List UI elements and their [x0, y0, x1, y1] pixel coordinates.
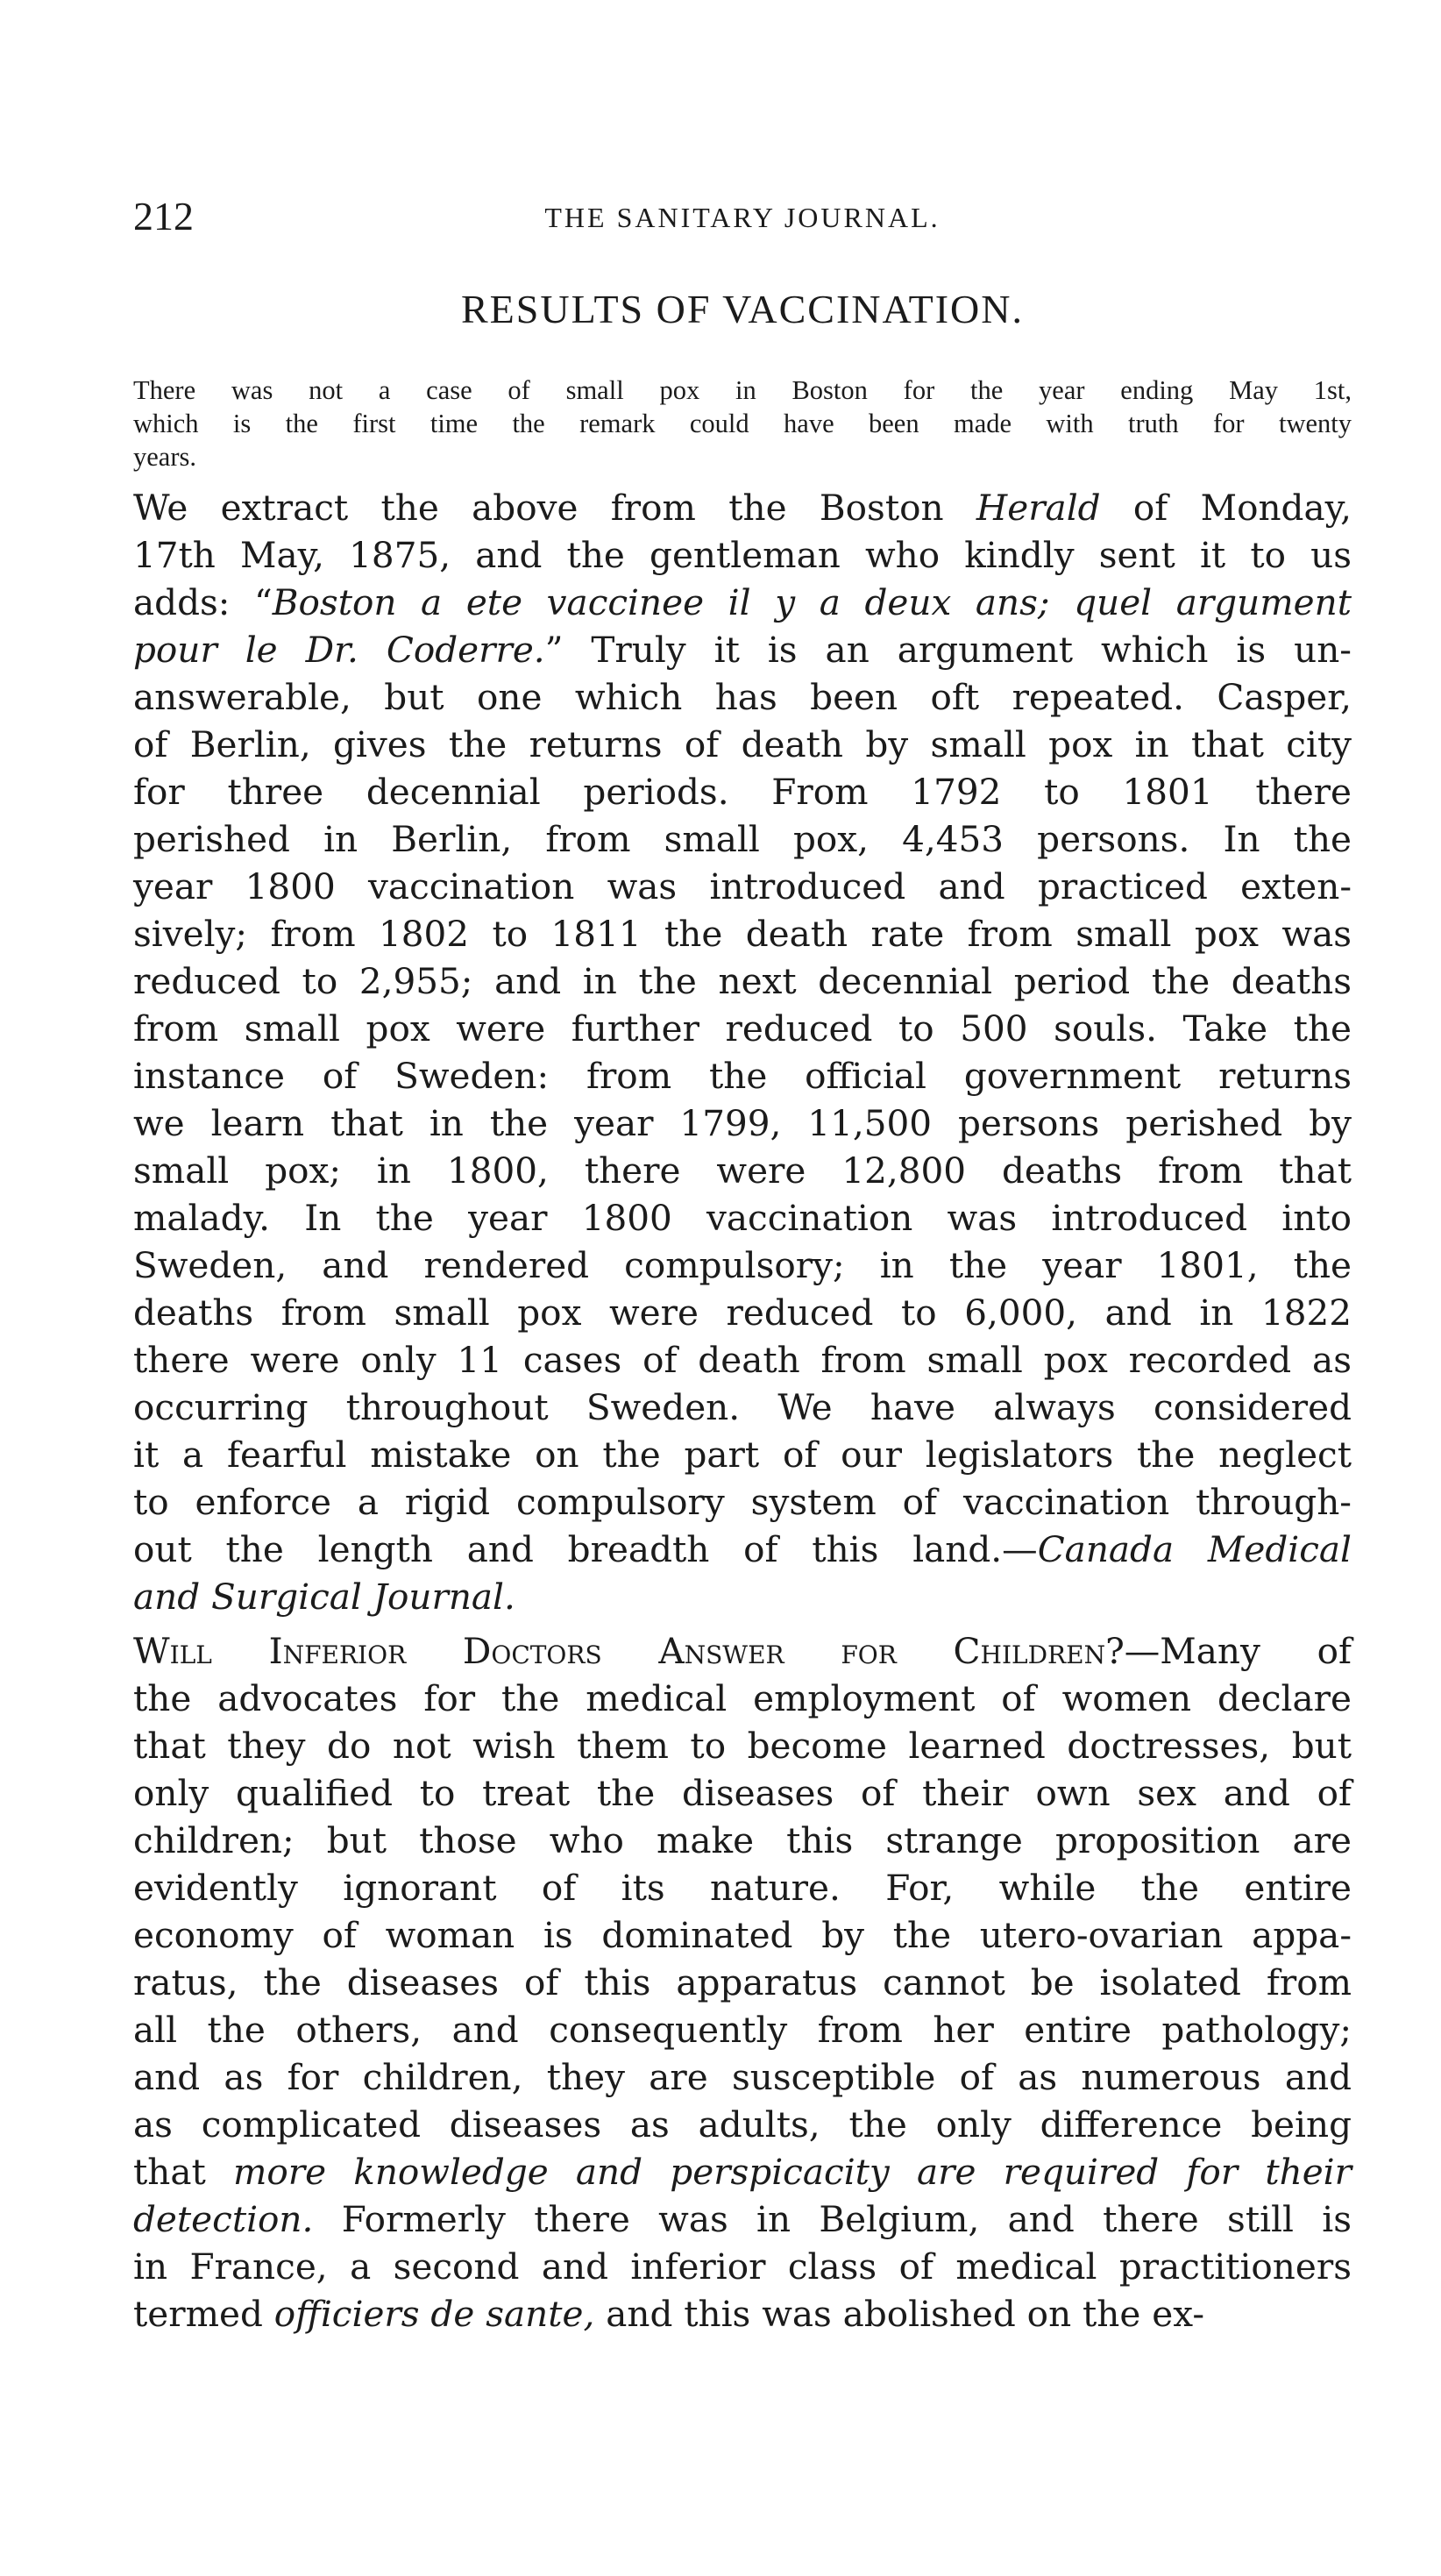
text-run: Formerly there was in Belgium, and there still is: [313, 2198, 1352, 2240]
text-run: Sweden, and rendered compulsory; in the year 1801, the: [133, 1244, 1352, 1286]
text-run: there were only 11 cases of death from small pox recorded as: [133, 1339, 1352, 1381]
italic-run: officiers de sante,: [273, 2293, 595, 2335]
text-line: [133, 768, 1352, 815]
text-run: small pox; in 1800, there were 12,800 deaths from that: [133, 1149, 1352, 1192]
text-run: occurring throughout Sweden. We have always considered: [133, 1386, 1352, 1428]
text-line: [133, 1627, 1352, 1675]
text-line: [133, 1911, 1352, 1959]
text-line: [133, 484, 1352, 531]
text-line: [133, 1005, 1352, 1052]
text-run: to enforce a rigid compulsory system of vaccination through-: [133, 1481, 1352, 1523]
page-number: 212: [133, 194, 194, 238]
italic-run: Canada Medical: [1037, 1528, 1352, 1570]
text-run: year 1800 vaccination was introduced and practiced exten-: [133, 865, 1352, 907]
text-line: [133, 1336, 1352, 1384]
text-line: [133, 2290, 1352, 2338]
text-line: [133, 2053, 1352, 2101]
text-run: we learn that in the year 1799, 11,500 persons perished by: [133, 1102, 1352, 1144]
text-line: [133, 1959, 1352, 2006]
text-run: children; but those who make this strange proposition are: [133, 1819, 1352, 1861]
text-run: evidently ignorant of its nature. For, while the entire: [133, 1867, 1352, 1909]
text-line: [133, 815, 1352, 863]
text-run: for three decennial periods. From 1792 to 1801 there: [133, 771, 1352, 813]
text-run: of Berlin, gives the returns of death by small pox in that city: [133, 723, 1352, 765]
text-line: [133, 2101, 1352, 2148]
epigraph-line: years.: [133, 442, 196, 472]
journal-title: THE SANITARY JOURNAL.: [544, 202, 941, 233]
paragraph-vaccination: [133, 484, 1352, 1620]
text-line: [133, 1052, 1352, 1099]
text-line: [133, 1478, 1352, 1526]
text-line: [133, 531, 1352, 579]
text-run: perished in Berlin, from small pox, 4,453 persons. In the: [133, 818, 1352, 860]
text-run: that: [133, 2151, 233, 2193]
paragraph-inferior-doctors: [133, 1627, 1352, 2338]
text-line: [133, 673, 1352, 721]
italic-run: Herald: [976, 487, 1101, 529]
text-run: sively; from 1802 to 1811 the death rate from small pox was: [133, 913, 1352, 955]
text-line: [133, 1099, 1352, 1147]
epigraph: [133, 374, 1352, 473]
epigraph-line: which is the first time the remark could have been made with truth for twenty: [133, 409, 1352, 438]
text-run: 17th May, 1875, and the gentleman who kindly sent it to us: [133, 534, 1352, 576]
text-run: malady. In the year 1800 vaccination was introduced into: [133, 1197, 1352, 1239]
text-line: [133, 1384, 1352, 1431]
text-line: [133, 957, 1352, 1005]
text-run: ratus, the diseases of this apparatus cannot be isolated from: [133, 1961, 1352, 2003]
text-run: deaths from small pox were reduced to 6,000, and in 1822: [133, 1292, 1352, 1334]
text-line: [133, 1147, 1352, 1194]
italic-run: detection.: [133, 2198, 314, 2240]
italic-run: more knowledge and perspicacity are required for their: [232, 2151, 1352, 2193]
text-run: instance of Sweden: from the official government returns: [133, 1055, 1352, 1097]
text-line: [133, 1675, 1352, 1722]
text-run: as complicated diseases as adults, the only difference being: [133, 2103, 1352, 2145]
italic-run: and Surgical Journal.: [133, 1576, 515, 1618]
article-title: RESULTS OF VACCINATION.: [460, 287, 1024, 331]
text-run: answerable, but one which has been oft repeated. Casper,: [133, 676, 1352, 718]
text-line: [133, 2243, 1352, 2290]
epigraph-line: There was not a case of small pox in Boston for the year ending May 1st,: [133, 375, 1352, 405]
text-run: and this was abolished on the ex-: [594, 2293, 1205, 2335]
text-line: [133, 1722, 1352, 1769]
running-head: [133, 195, 1352, 238]
text-run: out the length and breadth of this land.—: [133, 1528, 1038, 1570]
text-line: [133, 2148, 1352, 2195]
text-run: economy of woman is dominated by the utero-ovarian appa-: [133, 1914, 1352, 1956]
text-line: [133, 1769, 1352, 1817]
text-line: [133, 1431, 1352, 1478]
text-run: the advocates for the medical employment of women declare: [133, 1677, 1352, 1719]
text-line: [133, 863, 1352, 910]
text-line: [133, 1242, 1352, 1289]
text-line: [133, 1526, 1352, 1573]
section-lead-heading: Will Inferior Doctors Answer for Children?: [133, 1630, 1125, 1672]
text-run: from small pox were further reduced to 500 souls. Take the: [133, 1007, 1352, 1050]
text-run: that they do not wish them to become learned doctresses, but: [133, 1725, 1352, 1767]
text-line: [133, 579, 1352, 626]
text-line: [133, 2195, 1352, 2243]
italic-run: pour le Dr. Coderre.: [133, 629, 545, 671]
text-line: [133, 910, 1352, 957]
text-line: [133, 721, 1352, 768]
text-run: adds: “: [133, 581, 273, 623]
text-line: [133, 1194, 1352, 1242]
text-line: [133, 1864, 1352, 1911]
text-run: and as for children, they are susceptible of as numerous and: [133, 2056, 1352, 2098]
italic-run: Boston a ete vaccinee il y a deux ans; quel argument: [272, 581, 1352, 623]
text-line: [133, 626, 1352, 673]
text-run: in France, a second and inferior class of medical practitioners: [133, 2245, 1352, 2288]
text-run: all the others, and consequently from her entire pathology;: [133, 2009, 1352, 2051]
text-run: it a fearful mistake on the part of our legislators the neglect: [133, 1434, 1352, 1476]
text-run: only qualified to treat the diseases of their own sex and of: [133, 1772, 1352, 1814]
text-run: of Monday,: [1100, 487, 1352, 529]
text-run: ” Truly it is an argument which is un-: [544, 629, 1352, 671]
text-line: [133, 1817, 1352, 1864]
text-line: [133, 2006, 1352, 2053]
text-run: reduced to 2,955; and in the next decennial period the deaths: [133, 960, 1352, 1002]
text-run: —Many of: [1124, 1630, 1352, 1672]
text-run: termed: [133, 2293, 274, 2335]
text-line: [133, 1573, 1352, 1620]
text-line: [133, 1289, 1352, 1336]
text-run: We extract the above from the Boston: [133, 487, 976, 529]
